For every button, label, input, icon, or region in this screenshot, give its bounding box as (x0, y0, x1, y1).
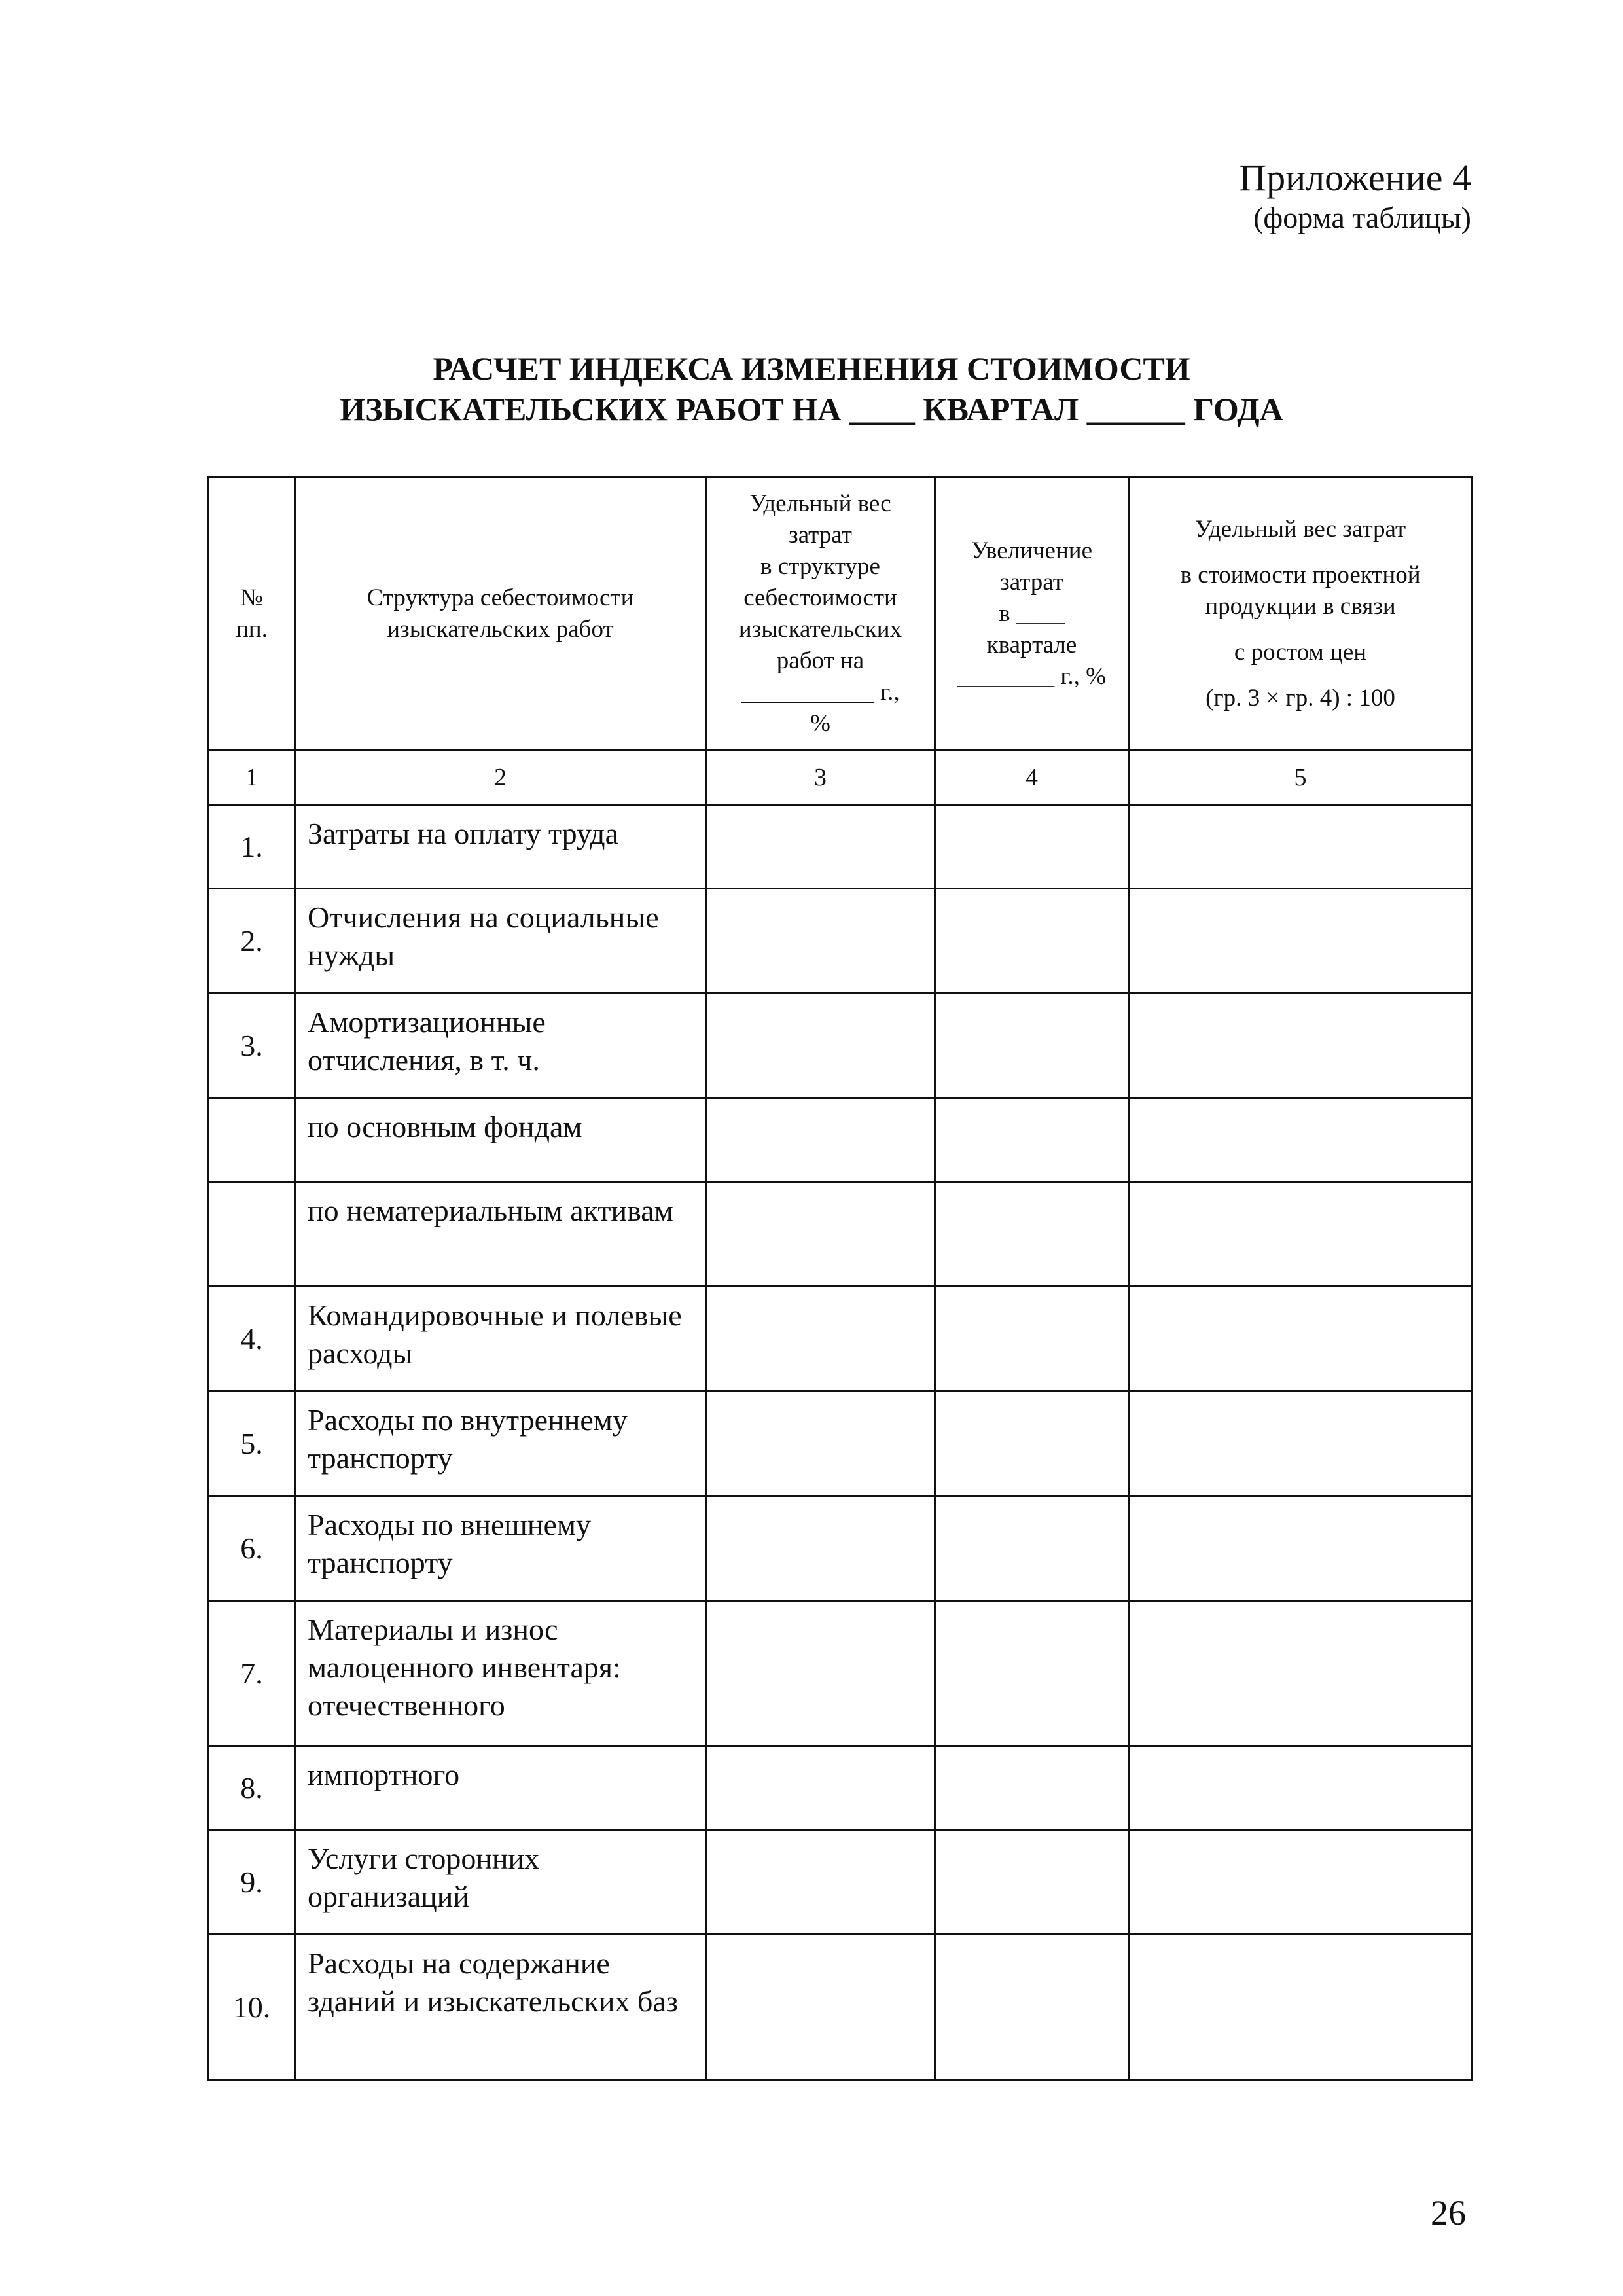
row-number: 8. (209, 1746, 295, 1830)
row-number: 6. (209, 1496, 295, 1601)
share-cell[interactable] (706, 1746, 935, 1830)
row-label: Услуги сторонних организаций (295, 1830, 706, 1935)
column-number: 3 (706, 751, 935, 805)
result-cell[interactable] (1129, 1098, 1472, 1182)
share-cell[interactable] (706, 805, 935, 889)
result-cell[interactable] (1129, 1830, 1472, 1935)
table-row (209, 1830, 1472, 1935)
row-number (209, 1098, 295, 1182)
row-label: Командировочные и полевые расходы (295, 1287, 706, 1391)
result-cell[interactable] (1129, 994, 1472, 1098)
table-row (209, 889, 1472, 994)
column-number: 5 (1129, 751, 1472, 805)
row-label: Расходы на содержание зданий и изыскательских баз (295, 1935, 706, 2080)
increase-cell[interactable] (935, 1830, 1129, 1935)
row-number (209, 1182, 295, 1287)
title-line-1: РАСЧЕТ ИНДЕКСА ИЗМЕНЕНИЯ СТОИМОСТИ (433, 350, 1190, 387)
increase-cell[interactable] (935, 1601, 1129, 1746)
share-cell[interactable] (706, 1601, 935, 1746)
share-cell[interactable] (706, 1182, 935, 1287)
row-number: 1. (209, 805, 295, 889)
row-label: Материалы и износ малоценного инвентаря: отечественного (295, 1601, 706, 1746)
row-number: 9. (209, 1830, 295, 1935)
header-col-structure: Структура себестоимости изыскательских работ (295, 478, 706, 751)
header-col-increase: Увеличение затрат в ____ квартале ________ г., % (935, 478, 1129, 751)
table-row (209, 1098, 1472, 1182)
result-cell[interactable] (1129, 1287, 1472, 1391)
row-label: Амортизационные отчисления, в т. ч. (295, 994, 706, 1098)
header-col-number: № пп. (209, 478, 295, 751)
share-cell[interactable] (706, 1496, 935, 1601)
column-number: 4 (935, 751, 1129, 805)
header-col-share-price-growth: Удельный вес затрат в стоимости проектной продукции в связи с ростом цен (гр. 3 × гр. 4) : 100 (1129, 478, 1472, 751)
share-cell[interactable] (706, 994, 935, 1098)
row-number: 10. (209, 1935, 295, 2080)
row-label: Затраты на оплату труда (295, 805, 706, 889)
result-cell[interactable] (1129, 805, 1472, 889)
table-row (209, 1601, 1472, 1746)
column-number-row (209, 751, 1472, 805)
increase-cell[interactable] (935, 1182, 1129, 1287)
share-cell[interactable] (706, 1098, 935, 1182)
result-cell[interactable] (1129, 1496, 1472, 1601)
row-label: импортного (295, 1746, 706, 1830)
header-col-share: Удельный вес затрат в структуре себестоимости изыскательских работ на ___________ г., % (706, 478, 935, 751)
increase-cell[interactable] (935, 1287, 1129, 1391)
row-number: 4. (209, 1287, 295, 1391)
table-row (209, 805, 1472, 889)
increase-cell[interactable] (935, 805, 1129, 889)
table-row (209, 1287, 1472, 1391)
page-number: 26 (1431, 2193, 1466, 2233)
result-cell[interactable] (1129, 1746, 1472, 1830)
appendix-label: Приложение 4 (1239, 156, 1471, 199)
row-label: по основным фондам (295, 1098, 706, 1182)
share-cell[interactable] (706, 889, 935, 994)
share-cell[interactable] (706, 1830, 935, 1935)
result-cell[interactable] (1129, 889, 1472, 994)
result-cell[interactable] (1129, 1601, 1472, 1746)
increase-cell[interactable] (935, 994, 1129, 1098)
document-title (196, 348, 1427, 429)
table-row (209, 1391, 1472, 1496)
increase-cell[interactable] (935, 889, 1129, 994)
cost-index-table (207, 476, 1473, 2081)
result-cell[interactable] (1129, 1935, 1472, 2080)
row-number: 2. (209, 889, 295, 994)
row-label: по нематериальным активам (295, 1182, 706, 1287)
column-number: 1 (209, 751, 295, 805)
row-label: Отчисления на социальные нужды (295, 889, 706, 994)
row-label: Расходы по внутреннему транспорту (295, 1391, 706, 1496)
share-cell[interactable] (706, 1287, 935, 1391)
title-line-2: ИЗЫСКАТЕЛЬСКИХ РАБОТ НА ____ КВАРТАЛ ______ ГОДА (340, 391, 1283, 427)
share-cell[interactable] (706, 1391, 935, 1496)
header-row (209, 478, 1472, 751)
increase-cell[interactable] (935, 1746, 1129, 1830)
increase-cell[interactable] (935, 1098, 1129, 1182)
table-row (209, 994, 1472, 1098)
increase-cell[interactable] (935, 1496, 1129, 1601)
share-cell[interactable] (706, 1935, 935, 2080)
increase-cell[interactable] (935, 1935, 1129, 2080)
appendix-subtitle: (форма таблицы) (1253, 201, 1471, 234)
table-row (209, 1746, 1472, 1830)
table-row (209, 1182, 1472, 1287)
increase-cell[interactable] (935, 1391, 1129, 1496)
row-number: 5. (209, 1391, 295, 1496)
result-cell[interactable] (1129, 1391, 1472, 1496)
row-number: 7. (209, 1601, 295, 1746)
row-number: 3. (209, 994, 295, 1098)
table-row (209, 1496, 1472, 1601)
row-label: Расходы по внешнему транспорту (295, 1496, 706, 1601)
result-cell[interactable] (1129, 1182, 1472, 1287)
column-number: 2 (295, 751, 706, 805)
table-row (209, 1935, 1472, 2080)
